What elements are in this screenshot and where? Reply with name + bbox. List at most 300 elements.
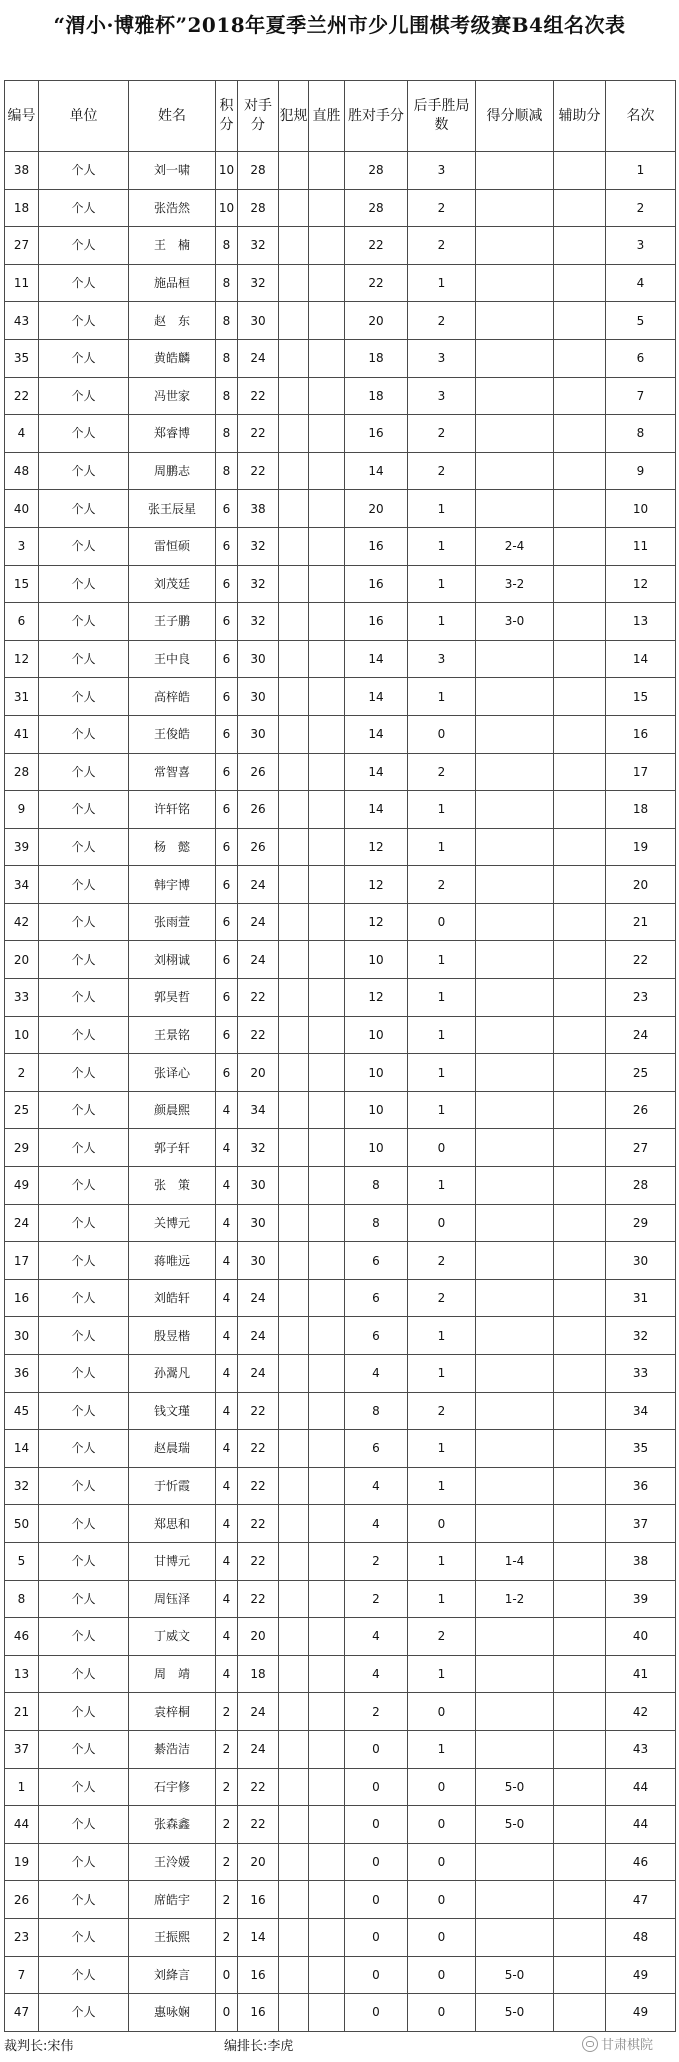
table-cell: 20 [345,302,408,340]
table-cell [309,1242,345,1280]
table-cell [309,1918,345,1956]
table-cell: 4 [216,1279,238,1317]
table-cell: 8 [216,264,238,302]
table-cell: 6 [216,979,238,1017]
table-cell [476,377,554,415]
table-cell [309,1317,345,1355]
table-cell: 2 [408,1279,476,1317]
table-cell: 25 [5,1091,39,1129]
table-cell: 王景铭 [129,1016,216,1054]
table-cell [554,1881,606,1919]
table-cell [476,1618,554,1656]
watermark [582,2034,653,2053]
table-cell [554,339,606,377]
table-cell: 15 [5,565,39,603]
table-cell: 0 [408,1204,476,1242]
table-cell: 22 [238,1467,279,1505]
table-cell: 0 [345,1918,408,1956]
table-cell: 27 [5,227,39,265]
table-cell [279,828,309,866]
table-cell [279,1167,309,1205]
table-cell: 16 [238,1956,279,1994]
table-cell: 30 [5,1317,39,1355]
page-title: “渭小·博雅杯”2018年夏季兰州市少儿围棋考级赛B4组名次表 [53,13,626,37]
table-cell: 6 [216,640,238,678]
table-cell [554,715,606,753]
table-cell: 王俊皓 [129,715,216,753]
table-cell: 1 [408,490,476,528]
table-cell: 20 [606,866,676,904]
table-cell: 2 [216,1806,238,1844]
table-cell: 张浩然 [129,189,216,227]
table-cell: 10 [345,1054,408,1092]
table-row [5,1956,676,1994]
table-cell [279,1091,309,1129]
table-cell: 1 [408,565,476,603]
table-cell [554,1204,606,1242]
table-cell [279,377,309,415]
table-cell: 17 [5,1242,39,1280]
table-cell: 22 [238,1392,279,1430]
table-row [5,1655,676,1693]
table-row [5,339,676,377]
table-cell: 2 [408,189,476,227]
table-cell: 1 [408,1091,476,1129]
table-cell [554,1918,606,1956]
table-cell [309,1129,345,1167]
table-cell [554,1355,606,1393]
table-cell [309,1843,345,1881]
table-cell [279,189,309,227]
table-cell: 1 [408,1655,476,1693]
table-cell: 1 [408,1317,476,1355]
table-cell: 26 [238,828,279,866]
table-cell: 30 [238,640,279,678]
table-cell [554,753,606,791]
table-cell: 12 [606,565,676,603]
table-cell [554,1956,606,1994]
table-row [5,1129,676,1167]
table-row [5,941,676,979]
table-cell: 郑思和 [129,1505,216,1543]
table-cell: 个人 [39,1430,129,1468]
table-row [5,791,676,829]
table-cell: 2 [408,753,476,791]
table-row [5,527,676,565]
table-row [5,1918,676,1956]
table-row [5,189,676,227]
table-cell: 冯世家 [129,377,216,415]
table-cell: 0 [345,1806,408,1844]
table-cell: 4 [216,1167,238,1205]
table-cell: 4 [216,1204,238,1242]
table-cell: 34 [606,1392,676,1430]
table-cell [554,903,606,941]
table-cell: 28 [238,152,279,190]
table-cell: 49 [606,1994,676,2032]
table-cell: 22 [238,377,279,415]
table-cell: 2 [216,1693,238,1731]
table-cell [554,527,606,565]
table-cell: 1 [408,1542,476,1580]
table-cell [309,753,345,791]
table-cell [309,903,345,941]
table-cell: 24 [238,941,279,979]
table-cell: 个人 [39,1580,129,1618]
table-cell [476,1693,554,1731]
table-cell [309,941,345,979]
table-cell: 22 [238,1505,279,1543]
table-cell: 23 [5,1918,39,1956]
table-cell [554,1317,606,1355]
table-cell [554,1505,606,1543]
table-cell [476,941,554,979]
table-cell [309,565,345,603]
table-cell [279,1279,309,1317]
table-row [5,640,676,678]
table-cell: 14 [345,715,408,753]
table-cell: 0 [345,1768,408,1806]
table-cell [279,1317,309,1355]
table-row [5,1693,676,1731]
table-cell [554,1054,606,1092]
table-cell: 0 [345,1730,408,1768]
table-row [5,1167,676,1205]
table-cell: 2 [408,452,476,490]
table-cell: 甘博元 [129,1542,216,1580]
table-cell: 周鹏志 [129,452,216,490]
table-cell: 12 [345,979,408,1017]
table-cell: 30 [606,1242,676,1280]
table-cell: 30 [238,302,279,340]
table-row [5,377,676,415]
referee-label: 裁判长:宋伟 [4,2039,74,2054]
table-cell: 个人 [39,866,129,904]
table-cell: 1 [606,152,676,190]
table-cell: 6 [216,791,238,829]
table-cell: 16 [5,1279,39,1317]
table-row [5,1091,676,1129]
table-row [5,264,676,302]
table-cell: 个人 [39,903,129,941]
table-cell: 32 [5,1467,39,1505]
table-cell: 施品桓 [129,264,216,302]
table-cell: 24 [238,1730,279,1768]
table-cell: 44 [606,1768,676,1806]
table-cell [279,1467,309,1505]
table-cell [554,1467,606,1505]
table-cell: 关博元 [129,1204,216,1242]
table-cell: 10 [5,1016,39,1054]
table-cell: 3-2 [476,565,554,603]
table-cell: 个人 [39,1505,129,1543]
table-cell: 20 [238,1054,279,1092]
table-cell [279,565,309,603]
table-cell: 20 [238,1843,279,1881]
table-cell: 个人 [39,565,129,603]
table-cell: 4 [216,1355,238,1393]
table-cell: 0 [408,1956,476,1994]
table-cell: 6 [216,565,238,603]
table-cell: 张雨萱 [129,903,216,941]
table-cell [554,791,606,829]
table-row [5,1843,676,1881]
table-cell [476,490,554,528]
table-cell: 个人 [39,1730,129,1768]
watermark-text: 甘肃棋院 [601,2038,654,2053]
table-cell: 刘絳言 [129,1956,216,1994]
table-cell: 0 [408,1693,476,1731]
table-cell: 丁威文 [129,1618,216,1656]
table-cell: 2 [408,866,476,904]
table-cell: 2 [216,1768,238,1806]
table-cell: 个人 [39,979,129,1017]
column-header: 胜对手分 [345,81,408,152]
table-cell: 王振熙 [129,1918,216,1956]
table-cell: 0 [408,715,476,753]
table-cell [309,1091,345,1129]
table-cell: 2 [606,189,676,227]
table-cell: 刘皓轩 [129,1279,216,1317]
table-cell [309,339,345,377]
column-header: 得分顺减 [476,81,554,152]
table-cell: 4 [216,1242,238,1280]
table-row [5,979,676,1017]
table-cell: 16 [606,715,676,753]
table-cell [309,715,345,753]
table-cell: 1 [408,264,476,302]
table-cell [476,753,554,791]
table-cell [279,1016,309,1054]
table-cell [476,1242,554,1280]
table-cell [554,1994,606,2032]
table-cell: 21 [606,903,676,941]
table-cell [554,415,606,453]
table-cell: 6 [345,1317,408,1355]
table-cell: 6 [216,715,238,753]
table-cell: 4 [345,1655,408,1693]
table-cell: 5 [606,302,676,340]
table-cell: 王泠媛 [129,1843,216,1881]
table-cell [279,452,309,490]
table-cell [476,1129,554,1167]
table-cell [279,152,309,190]
table-cell: 28 [345,189,408,227]
table-cell: 9 [606,452,676,490]
table-cell [309,1956,345,1994]
table-cell: 6 [216,603,238,641]
table-cell: 48 [5,452,39,490]
table-cell: 22 [238,1542,279,1580]
table-cell [279,941,309,979]
table-cell: 43 [5,302,39,340]
table-cell [476,640,554,678]
table-cell: 29 [606,1204,676,1242]
table-cell: 刘一啸 [129,152,216,190]
table-cell: 24 [238,1317,279,1355]
table-cell: 8 [5,1580,39,1618]
table-cell [309,452,345,490]
table-cell [309,1016,345,1054]
table-cell: 6 [216,1054,238,1092]
table-cell [309,227,345,265]
table-cell: 杨 懿 [129,828,216,866]
table-cell: 0 [408,1129,476,1167]
table-row [5,452,676,490]
table-cell: 10 [606,490,676,528]
table-cell: 个人 [39,1091,129,1129]
table-cell [309,678,345,716]
table-cell [279,753,309,791]
table-cell: 32 [238,227,279,265]
table-cell [554,452,606,490]
table-cell: 赵晨瑞 [129,1430,216,1468]
table-cell [476,1655,554,1693]
table-cell: 41 [606,1655,676,1693]
table-cell: 22 [345,227,408,265]
table-cell: 个人 [39,603,129,641]
table-cell: 0 [408,1768,476,1806]
table-cell [309,791,345,829]
table-cell: 39 [606,1580,676,1618]
table-cell [279,1054,309,1092]
table-cell [309,1881,345,1919]
table-cell [309,1392,345,1430]
table-cell: 个人 [39,1242,129,1280]
table-row [5,603,676,641]
table-cell: 个人 [39,1129,129,1167]
table-cell [554,1730,606,1768]
table-cell: 46 [5,1618,39,1656]
table-cell: 殷昱楷 [129,1317,216,1355]
table-cell: 黄皓麟 [129,339,216,377]
table-row [5,1355,676,1393]
table-cell: 5-0 [476,1806,554,1844]
table-cell: 个人 [39,1994,129,2032]
table-cell [554,1693,606,1731]
table-cell: 个人 [39,828,129,866]
table-cell: 14 [345,678,408,716]
table-cell: 1 [408,1167,476,1205]
table-cell [476,828,554,866]
table-cell: 24 [238,866,279,904]
table-cell: 刘茂廷 [129,565,216,603]
table-cell: 3 [408,640,476,678]
table-cell: 张译心 [129,1054,216,1092]
table-cell: 44 [5,1806,39,1844]
table-cell: 30 [238,1242,279,1280]
table-cell [554,1618,606,1656]
table-cell: 3 [5,527,39,565]
table-cell: 郭昊哲 [129,979,216,1017]
table-cell: 14 [5,1430,39,1468]
table-cell: 惠咏娴 [129,1994,216,2032]
table-cell: 个人 [39,1655,129,1693]
table-cell: 0 [408,1918,476,1956]
table-cell: 4 [216,1655,238,1693]
table-cell: 22 [238,415,279,453]
table-cell: 4 [345,1505,408,1543]
table-cell: 8 [216,227,238,265]
table-cell: 20 [345,490,408,528]
table-cell [309,152,345,190]
table-cell: 7 [5,1956,39,1994]
table-cell: 钱文瑾 [129,1392,216,1430]
table-cell [554,640,606,678]
table-cell [476,1505,554,1543]
table-cell: 个人 [39,152,129,190]
table-cell [279,1655,309,1693]
table-cell [554,1430,606,1468]
table-cell: 0 [345,1956,408,1994]
table-cell: 46 [606,1843,676,1881]
table-cell: 6 [345,1242,408,1280]
table-cell [554,227,606,265]
table-cell: 孙翯凡 [129,1355,216,1393]
table-cell: 0 [408,1994,476,2032]
table-cell [279,603,309,641]
table-cell [309,1467,345,1505]
table-row [5,1730,676,1768]
table-cell: 35 [606,1430,676,1468]
table-cell: 4 [345,1355,408,1393]
table-cell: 1 [408,1054,476,1092]
table-cell: 32 [238,527,279,565]
table-cell: 个人 [39,1355,129,1393]
table-cell: 个人 [39,1918,129,1956]
table-cell: 26 [238,791,279,829]
table-cell: 6 [216,1016,238,1054]
table-cell [309,1618,345,1656]
table-cell: 2 [345,1542,408,1580]
table-cell: 18 [5,189,39,227]
table-cell: 18 [345,339,408,377]
table-cell [476,791,554,829]
table-cell: 39 [5,828,39,866]
table-row [5,1242,676,1280]
table-cell: 0 [408,903,476,941]
table-cell: 周钰泽 [129,1580,216,1618]
table-row [5,1542,676,1580]
table-cell [279,715,309,753]
table-cell: 2 [408,302,476,340]
table-row [5,753,676,791]
table-cell: 4 [216,1392,238,1430]
table-cell: 王中良 [129,640,216,678]
table-cell: 22 [238,1016,279,1054]
table-cell: 席皓宇 [129,1881,216,1919]
column-header: 单位 [39,81,129,152]
table-cell: 13 [5,1655,39,1693]
table-cell: 30 [238,1167,279,1205]
table-cell: 35 [5,339,39,377]
table-cell [309,490,345,528]
table-cell: 21 [5,1693,39,1731]
table-cell: 3 [606,227,676,265]
table-row [5,227,676,265]
table-cell: 22 [238,1430,279,1468]
table-cell [554,603,606,641]
table-cell [554,866,606,904]
table-cell [309,1806,345,1844]
table-cell: 33 [5,979,39,1017]
table-cell: 8 [345,1392,408,1430]
table-row [5,1618,676,1656]
table-cell: 个人 [39,1768,129,1806]
table-cell: 10 [216,189,238,227]
table-cell: 8 [216,452,238,490]
table-cell [309,1768,345,1806]
